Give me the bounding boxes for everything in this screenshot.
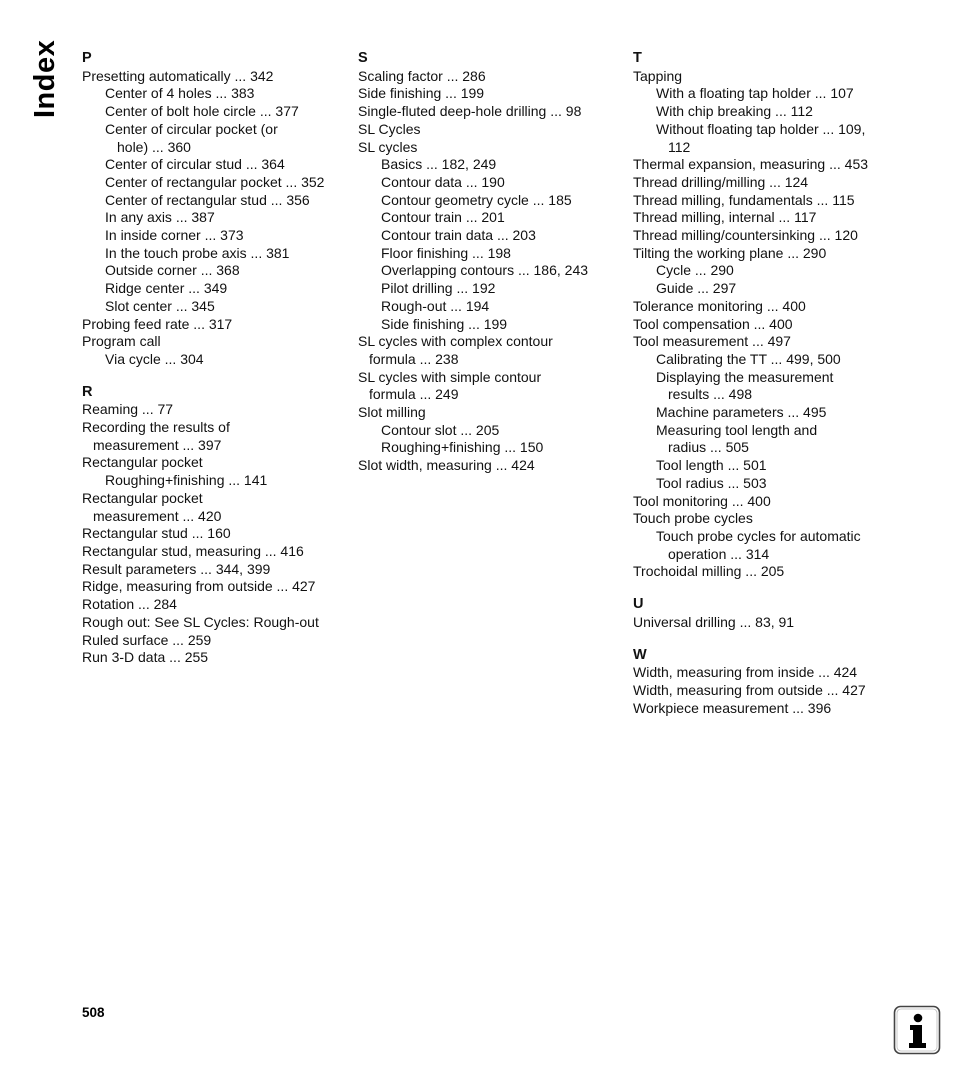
index-entry: Rectangular stud ... 160 — [82, 525, 231, 542]
index-subentry: Contour data ... 190 — [381, 173, 505, 190]
index-entry: Workpiece measurement ... 396 — [633, 699, 832, 716]
index-subentry: Center of circular stud ... 364 — [105, 156, 285, 173]
index-subentry: Center of 4 holes ... 383 — [105, 85, 255, 102]
index-entry: formula ... 238 — [369, 350, 459, 367]
index-entry: measurement ... 397 — [93, 436, 222, 453]
index-section-s — [358, 50, 628, 475]
index-entry: Rough out: See SL Cycles: Rough-out — [82, 613, 319, 630]
index-section-w — [633, 647, 903, 718]
section-letter: T — [633, 50, 642, 66]
section-letter: P — [82, 50, 92, 66]
index-entry: Single-fluted deep-hole drilling ... 98 — [358, 103, 582, 120]
index-subentry: Tool length ... 501 — [656, 457, 767, 474]
index-entry: Trochoidal milling ... 205 — [633, 563, 785, 580]
index-subentry: Without floating tap holder ... 109, — [656, 120, 866, 137]
index-entry: Rotation ... 284 — [82, 596, 177, 613]
index-subentry: In the touch probe axis ... 381 — [105, 244, 290, 261]
index-subentry: Contour train data ... 203 — [381, 227, 536, 244]
index-title: Index — [29, 39, 61, 118]
index-entry: Tool compensation ... 400 — [633, 315, 793, 332]
index-entry: Presetting automatically ... 342 — [82, 67, 274, 84]
index-entry: Tolerance monitoring ... 400 — [633, 297, 806, 314]
index-column-2 — [358, 50, 628, 490]
index-subentry: Overlapping contours ... 186, 243 — [381, 262, 589, 279]
index-subentry: Contour geometry cycle ... 185 — [381, 191, 572, 208]
index-subentry: Machine parameters ... 495 — [656, 404, 827, 421]
index-entry: Tool measurement ... 497 — [633, 333, 791, 350]
index-entry: Scaling factor ... 286 — [358, 67, 486, 84]
index-subentry: Outside corner ... 368 — [105, 262, 240, 279]
index-subentry: Floor finishing ... 198 — [381, 244, 511, 261]
index-subentry: Rough-out ... 194 — [381, 297, 490, 314]
index-subentry: Touch probe cycles for automatic — [656, 527, 861, 544]
index-subentry: results ... 498 — [668, 386, 753, 403]
index-subentry: Center of bolt hole circle ... 377 — [105, 103, 299, 120]
index-subentry: With chip breaking ... 112 — [656, 103, 813, 120]
section-letter: W — [633, 646, 647, 663]
index-entry: Recording the results of — [82, 419, 230, 436]
index-section-p — [82, 50, 352, 369]
index-entry: Run 3-D data ... 255 — [82, 649, 209, 666]
index-entry: Width, measuring from outside ... 427 — [633, 681, 866, 698]
index-subentry: Center of rectangular stud ... 356 — [105, 191, 310, 208]
index-entry: Universal drilling ... 83, 91 — [633, 613, 795, 630]
index-entry: Touch probe cycles — [633, 510, 753, 527]
index-subentry: Roughing+finishing ... 150 — [381, 439, 544, 456]
index-entry: SL cycles with simple contour — [358, 368, 542, 385]
index-subentry: Basics ... 182, 249 — [381, 156, 497, 173]
index-subentry: 112 — [668, 138, 691, 155]
index-column-3 — [633, 50, 903, 732]
index-entry: Tool monitoring ... 400 — [633, 492, 771, 509]
index-entry: Ruled surface ... 259 — [82, 631, 212, 648]
index-entry: Rectangular stud, measuring ... 416 — [82, 542, 304, 559]
index-entry: Width, measuring from inside ... 424 — [633, 664, 858, 681]
index-subentry: Contour slot ... 205 — [381, 421, 500, 438]
index-entry: Side finishing ... 199 — [358, 85, 485, 102]
index-subentry: Calibrating the TT ... 499, 500 — [656, 350, 841, 367]
section-letter: U — [633, 596, 644, 613]
index-entry: SL cycles with complex contour — [358, 333, 553, 350]
index-entry: Thread milling, internal ... 117 — [633, 209, 817, 226]
index-subentry: Ridge center ... 349 — [105, 280, 228, 297]
index-subentry: operation ... 314 — [668, 545, 770, 562]
page-number: 508 — [82, 1005, 105, 1020]
index-entry: SL cycles — [358, 138, 418, 155]
index-subentry: Side finishing ... 199 — [381, 315, 508, 332]
index-entry: Program call — [82, 333, 161, 350]
index-entry: Probing feed rate ... 317 — [82, 315, 233, 332]
index-entry: Thread milling/countersinking ... 120 — [633, 227, 858, 244]
index-entry: SL Cycles — [358, 120, 421, 137]
index-entry: Slot milling — [358, 404, 426, 421]
index-subentry: Contour train ... 201 — [381, 209, 505, 226]
index-entry: Reaming ... 77 — [82, 401, 174, 418]
index-entry: Thread milling, fundamentals ... 115 — [633, 191, 855, 208]
index-subentry: Displaying the measurement — [656, 368, 834, 385]
index-subentry: hole) ... 360 — [117, 138, 191, 155]
index-subentry: Center of rectangular pocket ... 352 — [105, 173, 325, 190]
index-subentry: Via cycle ... 304 — [105, 350, 204, 367]
index-entry: Slot width, measuring ... 424 — [358, 457, 535, 474]
index-section-u — [633, 596, 903, 631]
index-entry: measurement ... 420 — [93, 507, 222, 524]
index-entry: formula ... 249 — [369, 386, 459, 403]
index-subentry: With a floating tap holder ... 107 — [656, 85, 854, 102]
index-entry: Result parameters ... 344, 399 — [82, 560, 271, 577]
index-subentry: Pilot drilling ... 192 — [381, 280, 496, 297]
index-section-t — [633, 50, 903, 581]
index-subentry: Guide ... 297 — [656, 280, 737, 297]
index-section-r — [82, 384, 352, 667]
section-letter: R — [82, 383, 93, 400]
index-entry: Rectangular pocket — [82, 454, 203, 471]
index-entry: Thermal expansion, measuring ... 453 — [633, 156, 869, 173]
index-subentry: Tool radius ... 503 — [656, 474, 767, 491]
index-subentry: In any axis ... 387 — [105, 209, 215, 226]
index-subentry: Center of circular pocket (or — [105, 120, 278, 137]
index-entry: Tapping — [633, 67, 683, 84]
index-entry: Tilting the working plane ... 290 — [633, 244, 827, 261]
index-subentry: Slot center ... 345 — [105, 297, 215, 314]
index-subentry: Roughing+finishing ... 141 — [105, 472, 268, 489]
index-entry: Ridge, measuring from outside ... 427 — [82, 578, 316, 595]
index-entry: Thread drilling/milling ... 124 — [633, 173, 809, 190]
info-icon — [893, 1005, 941, 1055]
index-subentry: Cycle ... 290 — [656, 262, 734, 279]
index-subentry: In inside corner ... 373 — [105, 227, 244, 244]
section-letter: S — [358, 50, 368, 66]
index-subentry: radius ... 505 — [668, 439, 749, 456]
index-column-1 — [82, 50, 352, 682]
index-entry: Rectangular pocket — [82, 489, 203, 506]
index-subentry: Measuring tool length and — [656, 421, 818, 438]
